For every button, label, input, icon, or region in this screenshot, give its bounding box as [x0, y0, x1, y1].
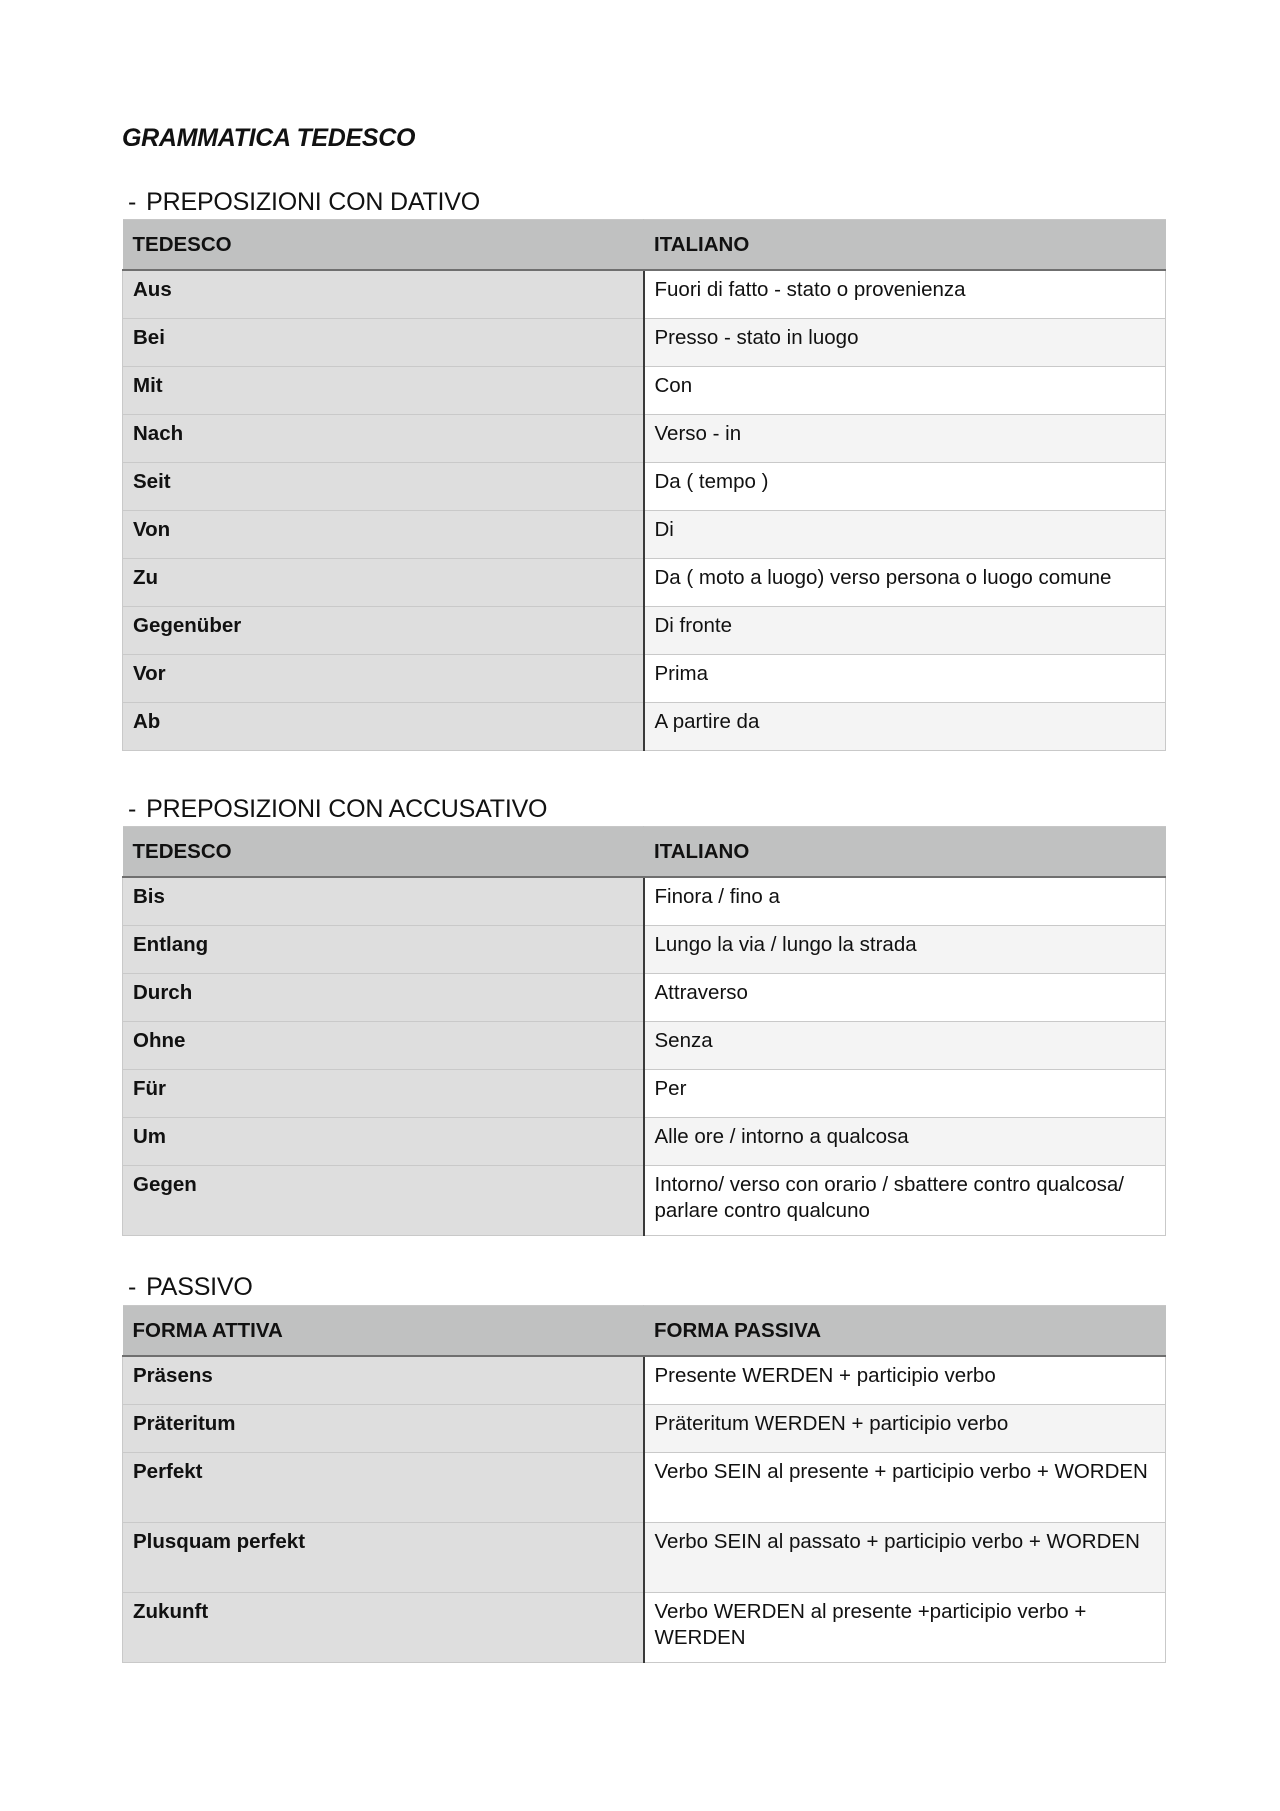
table-cell-italian: Attraverso: [644, 973, 1166, 1021]
column-header: ITALIANO: [644, 220, 1166, 271]
table-cell-german: Mit: [123, 366, 644, 414]
column-header: FORMA PASSIVA: [644, 1306, 1166, 1357]
table-cell-passive-form: Präteritum WERDEN + participio verbo: [644, 1404, 1166, 1452]
table-cell-german: Bei: [123, 318, 644, 366]
table-cell-german: Gegen: [123, 1165, 644, 1235]
table-cell-italian: Finora / fino a: [644, 877, 1166, 925]
table-cell-german: Ohne: [123, 1021, 644, 1069]
table-cell-german: Von: [123, 510, 644, 558]
section-heading-passivo: [128, 1273, 253, 1302]
table-cell-tense: Zukunft: [123, 1592, 644, 1662]
table-row: [123, 462, 1166, 510]
heading-text: PREPOSIZIONI CON DATIVO: [146, 188, 481, 216]
table-cell-german: Bis: [123, 877, 644, 925]
table-cell-german: Ab: [123, 702, 644, 750]
table-cell-german: Entlang: [123, 925, 644, 973]
table-row: [123, 1069, 1166, 1117]
table-cell-italian: Per: [644, 1069, 1166, 1117]
table-cell-german: Gegenüber: [123, 606, 644, 654]
document-title: GRAMMATICA TEDESCO: [122, 124, 416, 152]
table-cell-german: Seit: [123, 462, 644, 510]
table-cell-tense: Präsens: [123, 1356, 644, 1404]
table-cell-italian: Di: [644, 510, 1166, 558]
table-row: [123, 270, 1166, 318]
table-row: [123, 1452, 1166, 1522]
column-header: TEDESCO: [123, 827, 644, 878]
section-heading-accusativo: [128, 795, 547, 824]
table-row: [123, 510, 1166, 558]
table-row: [123, 366, 1166, 414]
table-passivo: [122, 1305, 1166, 1663]
table-row: [123, 318, 1166, 366]
table-cell-tense: Perfekt: [123, 1452, 644, 1522]
table-cell-italian: Alle ore / intorno a qualcosa: [644, 1117, 1166, 1165]
table-cell-passive-form: Verbo SEIN al passato + participio verbo + WORDEN: [644, 1522, 1166, 1592]
table-accusativo: [122, 826, 1166, 1236]
table-cell-german: Um: [123, 1117, 644, 1165]
table-row: [123, 1117, 1166, 1165]
table-cell-german: Nach: [123, 414, 644, 462]
heading-dash: -: [128, 188, 137, 216]
table-cell-italian: Prima: [644, 654, 1166, 702]
table-cell-italian: Da ( tempo ): [644, 462, 1166, 510]
table-cell-tense: Präteritum: [123, 1404, 644, 1452]
table-cell-italian: Con: [644, 366, 1166, 414]
table-row: [123, 973, 1166, 1021]
heading-text: PREPOSIZIONI CON ACCUSATIVO: [146, 795, 548, 823]
table-cell-italian: Da ( moto a luogo) verso persona o luogo comune: [644, 558, 1166, 606]
table-cell-passive-form: Presente WERDEN + participio verbo: [644, 1356, 1166, 1404]
table-cell-italian: Intorno/ verso con orario / sbattere contro qualcosa/ parlare contro qualcuno: [644, 1165, 1166, 1235]
table-row: [123, 654, 1166, 702]
table-row: [123, 877, 1166, 925]
heading-text: PASSIVO: [146, 1273, 253, 1301]
table-row: [123, 702, 1166, 750]
table-cell-german: Zu: [123, 558, 644, 606]
table-cell-german: Für: [123, 1069, 644, 1117]
table-cell-italian: Fuori di fatto - stato o provenienza: [644, 270, 1166, 318]
table-row: [123, 1021, 1166, 1069]
table-row: [123, 925, 1166, 973]
table-row: [123, 1404, 1166, 1452]
table-header-row: [123, 1306, 1166, 1357]
table-cell-italian: A partire da: [644, 702, 1166, 750]
table-row: [123, 1356, 1166, 1404]
table-row: [123, 606, 1166, 654]
table-row: [123, 1522, 1166, 1592]
table-header-row: [123, 220, 1166, 271]
heading-dash: -: [128, 795, 137, 823]
table-header-row: [123, 827, 1166, 878]
table-cell-passive-form: Verbo WERDEN al presente +participio verbo + WERDEN: [644, 1592, 1166, 1662]
table-cell-german: Durch: [123, 973, 644, 1021]
column-header: TEDESCO: [123, 220, 644, 271]
table-row: [123, 558, 1166, 606]
table-row: [123, 414, 1166, 462]
column-header: FORMA ATTIVA: [123, 1306, 644, 1357]
table-cell-italian: Verso - in: [644, 414, 1166, 462]
table-dativo: [122, 219, 1166, 751]
table-cell-german: Vor: [123, 654, 644, 702]
section-heading-dativo: [128, 188, 480, 217]
heading-dash: -: [128, 1273, 137, 1301]
table-cell-passive-form: Verbo SEIN al presente + participio verbo + WORDEN: [644, 1452, 1166, 1522]
table-cell-italian: Di fronte: [644, 606, 1166, 654]
table-row: [123, 1592, 1166, 1662]
table-cell-italian: Lungo la via / lungo la strada: [644, 925, 1166, 973]
column-header: ITALIANO: [644, 827, 1166, 878]
table-cell-tense: Plusquam perfekt: [123, 1522, 644, 1592]
table-cell-italian: Presso - stato in luogo: [644, 318, 1166, 366]
table-row: [123, 1165, 1166, 1235]
table-cell-italian: Senza: [644, 1021, 1166, 1069]
table-cell-german: Aus: [123, 270, 644, 318]
